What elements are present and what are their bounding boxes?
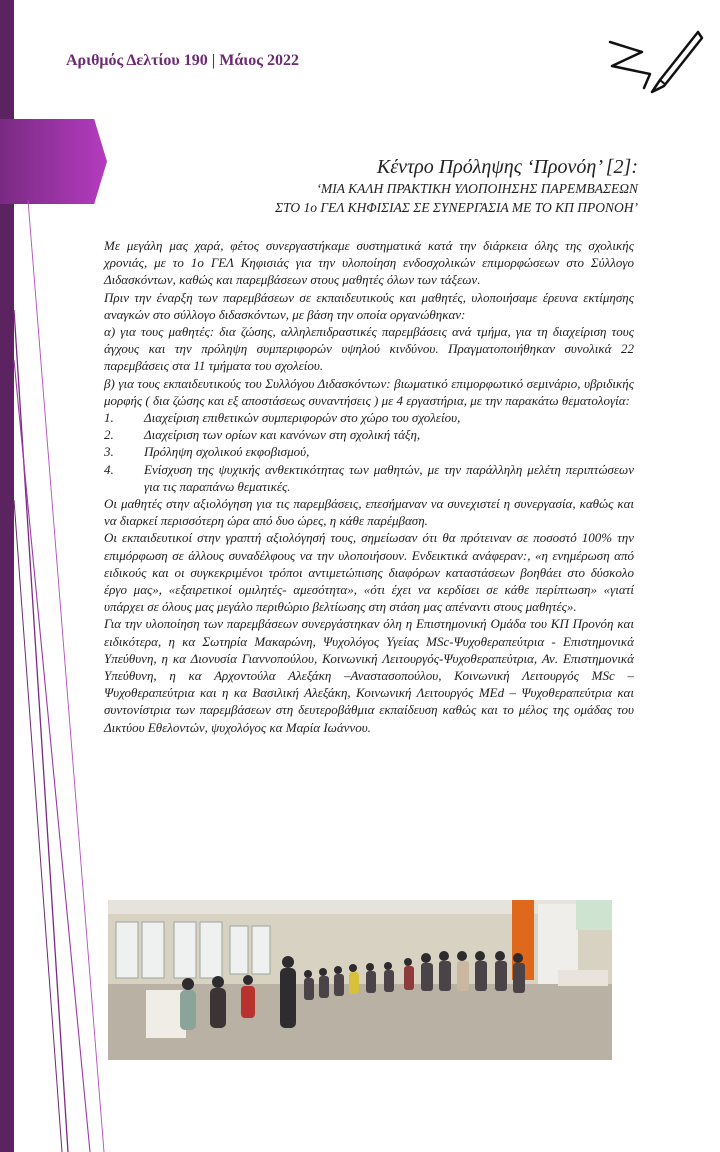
paragraph-student-feedback: Οι μαθητές στην αξιολόγηση για τις παρεμβάσεις, επεσήμαναν να συνεχιστεί η συνεργασία, καθώς και να διαρκεί περισσότερη ώρα από δυο ώρες, η κάθε παρέμβαση. xyxy=(104,496,634,529)
paragraph-students: α) για τους μαθητές: δια ζώσης, αλληλεπιδραστικές παρεμβάσεις ανά τμήμα, για τη διαχείριση τους άγχους και την πρόληψη συμπεριφορών υψηλού κινδύνου. Πραγματοποιήθηκαν συνολικά 22 παρεμβάσεις στα 11 τμήματα του σχολείου. xyxy=(104,324,634,374)
title-subtitle-line2: ΣΤΟ 1ο ΓΕΛ ΚΗΦΙΣΙΑΣ ΣΕ ΣΥΝΕΡΓΑΣΙΑ ΜΕ ΤΟ ΚΠ ΠΡΟΝΟΗ’ xyxy=(275,200,638,215)
pen-signature-icon xyxy=(604,26,704,98)
bulletin-header: Αριθμός Δελτίου 190 | Μάιος 2022 xyxy=(66,52,299,69)
classroom-photo xyxy=(108,900,612,1060)
paragraph-intro: Με μεγάλη μας χαρά, φέτος συνεργαστήκαμε συστηματικά κατά την διάρκεια όλης της σχολικής χρονιάς, με το 1ο ΓΕΛ Κηφισιάς για την υλοποίηση ενδοσχολικών επιμορφώσεων στο Σύλλογο Διδασκόντων, καθώς και παρεμβάσεων στους μαθητές όλων των τάξεων. xyxy=(104,238,634,288)
list-item: 2. Διαχείριση των ορίων και κανόνων στη σχολική τάξη, xyxy=(104,427,421,443)
section-tab xyxy=(0,119,107,204)
title-main: Κέντρο Πρόληψης ‘Προνόη’ [2]: xyxy=(376,156,638,178)
paragraph-teachers: β) για τους εκπαιδευτικούς του Συλλόγου Διδασκόντων: βιωματικό επιμορφωτικό σεμινάριο, υβριδικής μορφής ( δια ζώσης και εξ αποστάσεως συναντήσεις ) με 4 εργαστήρια, με την παρακάτω θεματολογία: xyxy=(104,375,634,408)
title-subtitle-line1: ‘ΜΙΑ ΚΑΛΗ ΠΡΑΚΤΙΚΗ ΥΛΟΠΟΙΗΣΗΣ ΠΑΡΕΜΒΑΣΕΩΝ xyxy=(316,181,638,196)
paragraph-teacher-feedback: Οι εκπαιδευτικοί στην γραπτή αξιολόγησή τους, σημείωσαν ότι θα πρότειναν σε ποσοστό 100% την επιμόρφωση σε άλλους συναδέλφους να την υλοποιήσουν. Ενδεικτικά ανάφεραν:, «η ενημέρωση από ειδικούς και οι συγκεκριμένοι τρόποι αντιμετώπισης διαφόρων καταστάσεων βοηθάει στο δύσκολο έργο μας», «εξαιρετικοί ομιλητές- αμεσότητα», «ότι έχει να κερδίσει σε κάθε περίπτωση» «γιατί υπάρχει σε όλους μας μεγάλο περιθώριο βελτίωσης στη στάση μας απέναντι στους μαθητές». xyxy=(104,530,634,615)
list-item: 1. Διαχείριση επιθετικών συμπεριφορών στο χώρο του σχολείου, xyxy=(104,410,461,426)
list-item: 3. Πρόληψη σχολικού εκφοβισμού, xyxy=(104,444,310,460)
paragraph-team: Για την υλοποίηση των παρεμβάσεων συνεργάστηκαν όλη η Επιστημονική Ομάδα του ΚΠ Προνόη και ειδικότερα, η κα Σωτηρία Μακαρώνη, Ψυχολόγος Υγείας MSc-Ψυχοθεραπεύτρια - Επιστημονικά Υπεύθυνη, η κα Διονυσία Γιαννοπούλου, Κοινωνική Λειτουργός-Ψυχοθεραπεύτρια, Αν. Επιστημονικά Υπεύθυνη, η κα Αρχοντούλα Αλεξάκη –Αναστασοπούλου, Κοινωνική Λειτουργός MSc – Ψυχοθεραπεύτρια και η κα Βασιλική Αλεξάκη, Κοινωνική Λειτουργός MEd – Ψυχοθεραπεύτρια και συντονίστρια των παρεμβάσεων στη δευτεροβάθμια εκπαίδευση καθώς και το μέλος της ομάδας του Δικτύου Εθελοντών, ψυχολόγος κα Μαρία Ιωάννου. xyxy=(104,616,634,735)
article-body xyxy=(104,237,634,736)
article-title xyxy=(275,156,638,217)
paragraph-needs: Πριν την έναρξη των παρεμβάσεων σε εκπαιδευτικούς και μαθητές, υλοποιήσαμε έρευνα εκτίμησης αναγκών στο σύλλογο διδασκόντων, με βάση την οποία οργανώθηκαν: xyxy=(104,289,634,322)
list-item: 4. Ενίσχυση της ψυχικής ανθεκτικότητας των μαθητών, με την παράλληλη μελέτη περιπτώσεων για τις παραπάνω θεματικές. xyxy=(104,461,634,494)
